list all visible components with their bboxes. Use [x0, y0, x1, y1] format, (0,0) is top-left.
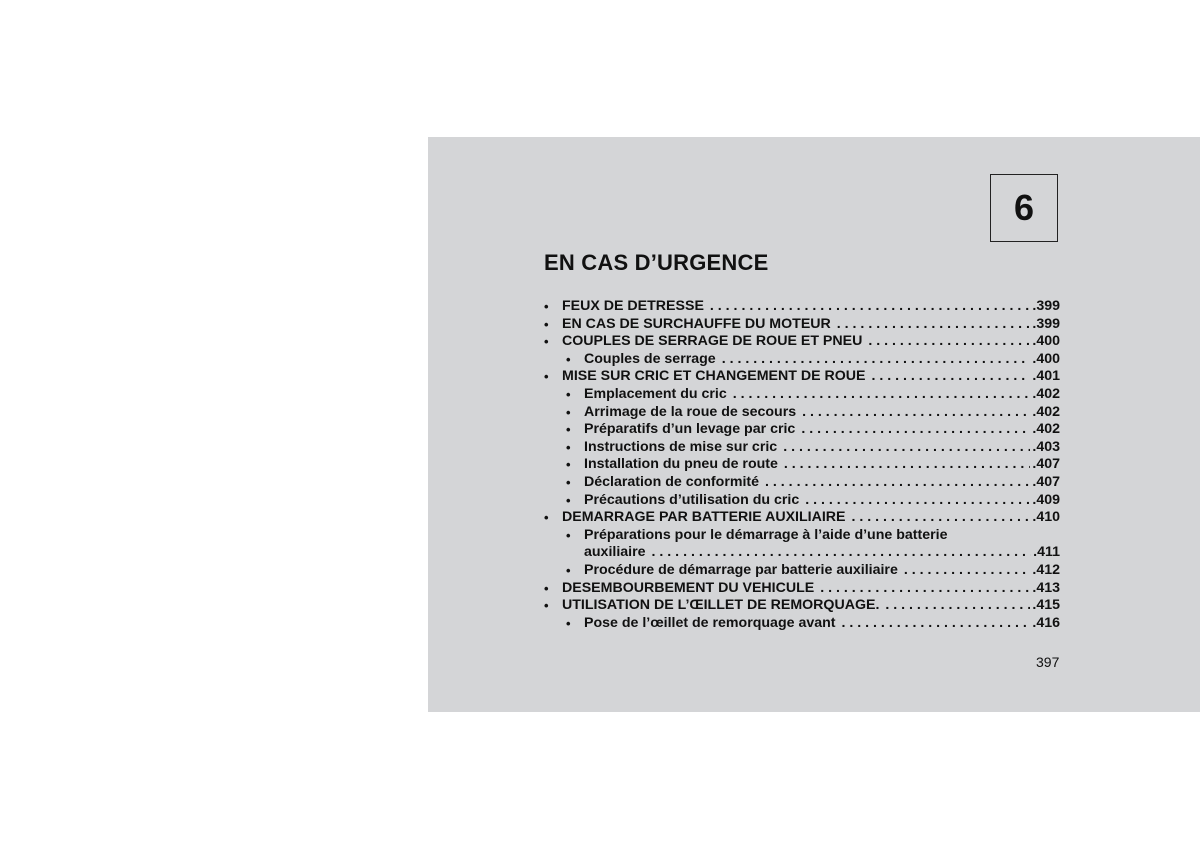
- dot-leader: [885, 597, 1030, 615]
- dot-leader: [765, 474, 1030, 492]
- chapter-title: EN CAS D’URGENCE: [544, 250, 769, 275]
- dot-leader: [842, 615, 1031, 633]
- toc-label: Arrimage de la roue de secours: [584, 403, 797, 420]
- toc-subentry[interactable]: [544, 615, 1060, 633]
- toc-page: .402: [1032, 403, 1060, 420]
- toc-label: MISE SUR CRIC ET CHANGEMENT DE ROUE: [562, 368, 866, 385]
- dot-leader: [802, 404, 1030, 422]
- bullet-icon: •: [544, 598, 549, 614]
- toc-entry[interactable]: [544, 580, 1060, 598]
- dot-leader: [733, 386, 1031, 404]
- dot-leader: [784, 456, 1030, 474]
- bullet-icon: •: [566, 422, 571, 438]
- toc-label: Instructions de mise sur cric: [584, 438, 778, 455]
- toc-label: COUPLES DE SERRAGE DE ROUE ET PNEU: [562, 333, 863, 350]
- toc-subentry[interactable]: [544, 527, 1060, 545]
- toc-label: Préparations pour le démarrage à l’aide d’une batterie: [584, 526, 948, 543]
- toc-label-continuation: auxiliaire: [584, 544, 646, 561]
- toc-entry[interactable]: [544, 333, 1060, 351]
- chapter-number-box: [990, 174, 1058, 242]
- bullet-icon: •: [544, 299, 549, 314]
- toc-entry[interactable]: [544, 298, 1060, 316]
- toc-label: FEUX DE DETRESSE: [562, 298, 704, 314]
- dot-leader: [801, 421, 1030, 439]
- bullet-icon: •: [566, 615, 571, 631]
- toc-label: Préparatifs d’un levage par cric: [584, 421, 796, 438]
- dot-leader: [652, 544, 1032, 562]
- dot-leader: [820, 580, 1030, 598]
- toc-subentry[interactable]: [544, 562, 1060, 580]
- toc-page: .412: [1032, 561, 1060, 578]
- toc-page: .411: [1033, 544, 1060, 561]
- toc-subentry[interactable]: [544, 474, 1060, 492]
- toc-page: .410: [1032, 509, 1060, 526]
- toc-label: DESEMBOURBEMENT DU VEHICULE: [562, 579, 815, 596]
- toc-page: .402: [1032, 421, 1060, 438]
- bullet-icon: •: [566, 474, 571, 490]
- dot-leader: [805, 492, 1030, 510]
- toc-page: .399: [1032, 298, 1060, 314]
- chapter-number: 6: [1013, 187, 1035, 228]
- toc-label: Précautions d’utilisation du cric: [584, 491, 800, 508]
- dot-leader: [868, 333, 1030, 351]
- toc-page: .407: [1032, 456, 1060, 473]
- bullet-icon: •: [566, 457, 571, 473]
- toc-page: .416: [1032, 614, 1060, 631]
- bullet-icon: •: [566, 386, 571, 402]
- toc-entry[interactable]: [544, 509, 1060, 527]
- manual-page: [428, 137, 1200, 712]
- bullet-icon: •: [566, 439, 571, 455]
- toc-subentry[interactable]: [544, 456, 1060, 474]
- bullet-icon: •: [544, 580, 549, 596]
- page-number: 397: [1036, 654, 1060, 670]
- toc-page: .409: [1032, 491, 1060, 508]
- toc-subentry[interactable]: [544, 386, 1060, 404]
- toc-page: .407: [1032, 473, 1060, 490]
- dot-leader: [837, 316, 1031, 334]
- toc-page: .415: [1032, 597, 1060, 614]
- toc-label: DEMARRAGE PAR BATTERIE AUXILIAIRE: [562, 509, 846, 526]
- bullet-icon: •: [544, 334, 549, 350]
- bullet-icon: •: [544, 510, 549, 526]
- bullet-icon: •: [544, 369, 549, 385]
- dot-leader: [722, 351, 1031, 369]
- dot-leader: [852, 509, 1031, 527]
- bullet-icon: •: [566, 351, 571, 367]
- dot-leader: [904, 562, 1031, 580]
- bullet-icon: •: [566, 527, 571, 543]
- table-of-contents: [544, 298, 1060, 632]
- toc-page: .401: [1032, 368, 1060, 385]
- dot-leader: [871, 368, 1030, 386]
- bullet-icon: •: [566, 562, 571, 578]
- toc-subentry-continuation[interactable]: [544, 544, 1060, 562]
- toc-label: Procédure de démarrage par batterie auxiliaire: [584, 561, 898, 578]
- toc-page: .400: [1032, 333, 1060, 350]
- toc-label: EN CAS DE SURCHAUFFE DU MOTEUR: [562, 315, 831, 332]
- bullet-icon: •: [566, 404, 571, 420]
- toc-page: .400: [1032, 350, 1060, 367]
- toc-entry[interactable]: [544, 597, 1060, 615]
- toc-subentry[interactable]: [544, 404, 1060, 422]
- toc-entry[interactable]: [544, 316, 1060, 334]
- toc-subentry[interactable]: [544, 492, 1060, 510]
- toc-subentry[interactable]: [544, 421, 1060, 439]
- dot-leader: [710, 298, 1030, 316]
- toc-page: .402: [1032, 385, 1060, 402]
- toc-subentry[interactable]: [544, 351, 1060, 369]
- toc-label: Couples de serrage: [584, 350, 716, 367]
- toc-entry[interactable]: [544, 368, 1060, 386]
- toc-label: Pose de l’œillet de remorquage avant: [584, 614, 836, 631]
- dot-leader: [783, 439, 1030, 457]
- toc-label: Déclaration de conformité: [584, 473, 760, 490]
- toc-label: UTILISATION DE L’ŒILLET DE REMORQUAGE.: [562, 597, 880, 614]
- toc-page: .399: [1032, 315, 1060, 332]
- toc-label: Emplacement du cric: [584, 385, 727, 402]
- toc-page: .413: [1032, 579, 1060, 596]
- bullet-icon: •: [544, 316, 549, 332]
- bullet-icon: •: [566, 492, 571, 508]
- toc-page: .403: [1032, 438, 1060, 455]
- toc-subentry[interactable]: [544, 439, 1060, 457]
- toc-label: Installation du pneu de route: [584, 456, 778, 473]
